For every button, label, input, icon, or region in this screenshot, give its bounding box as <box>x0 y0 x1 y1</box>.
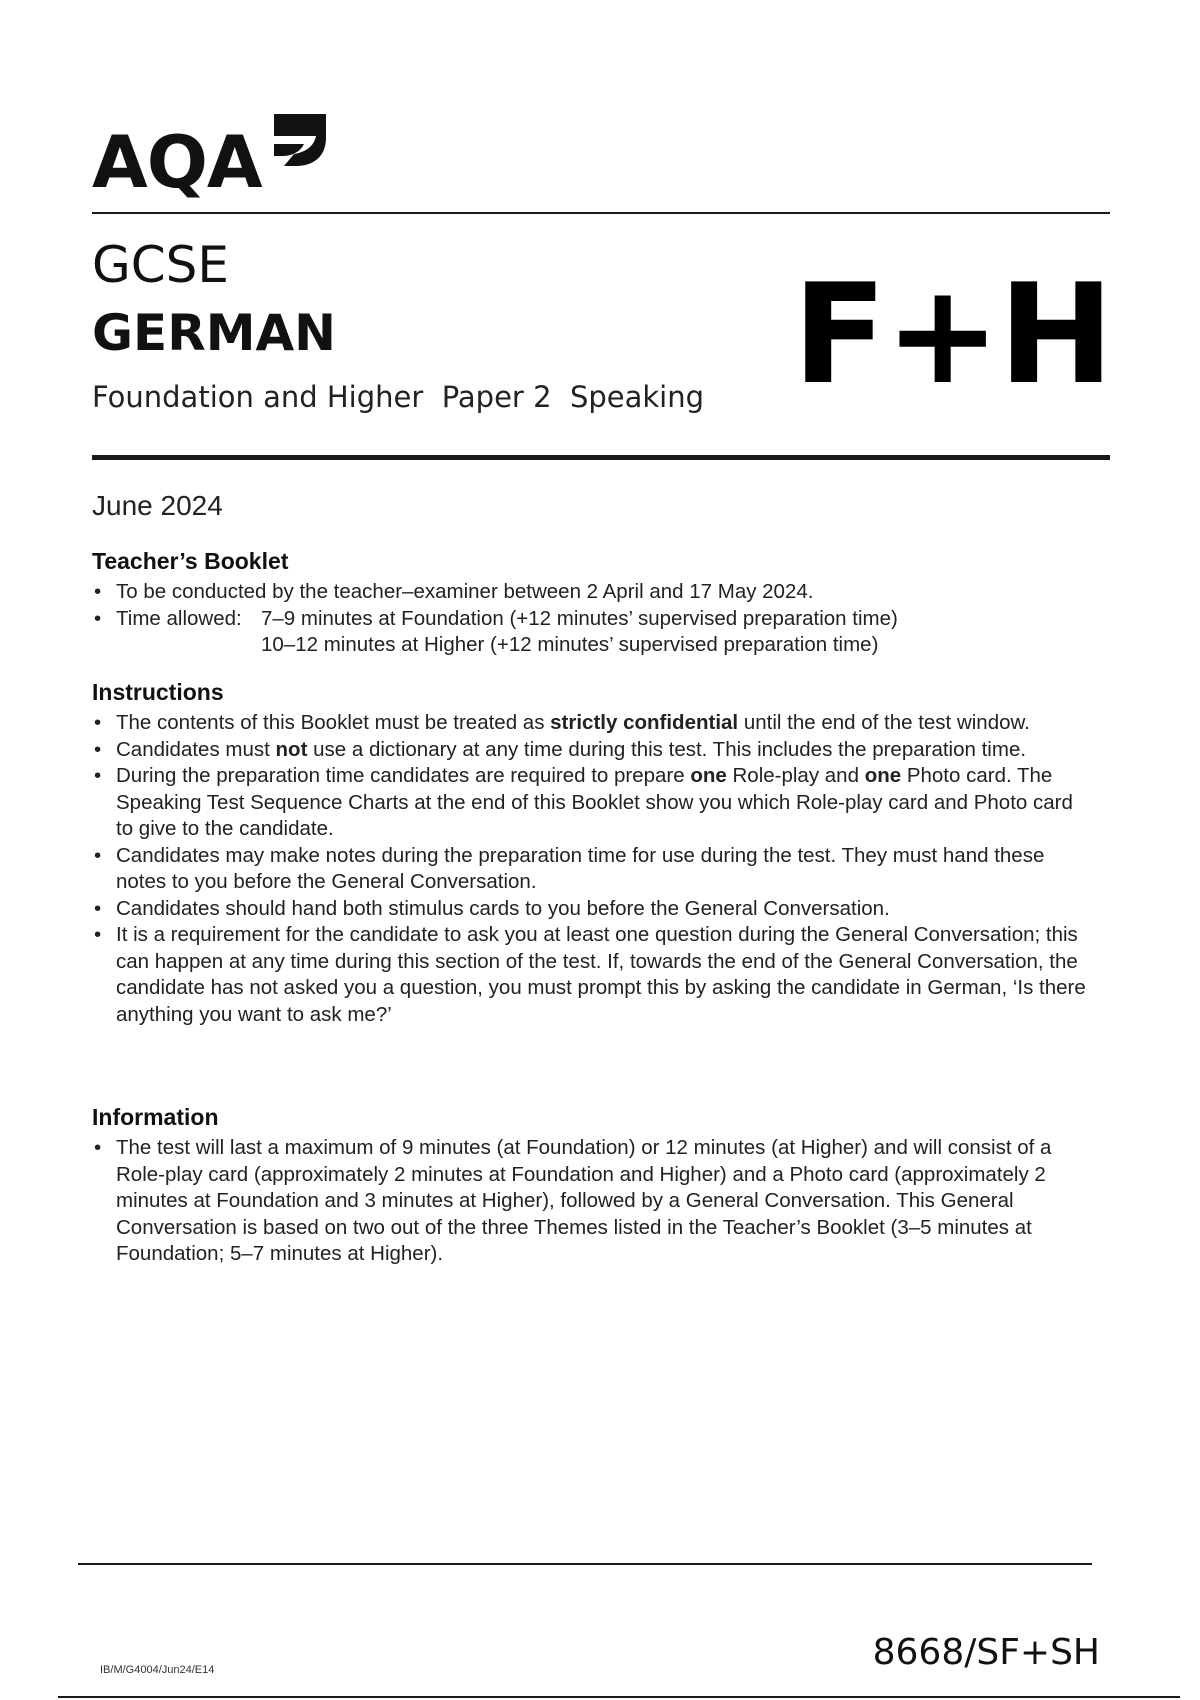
subject-title: GERMAN <box>92 304 336 362</box>
information-heading: Information <box>92 1104 219 1130</box>
logo-text: AQA <box>92 120 262 204</box>
information-list <box>92 1135 1092 1268</box>
list-item: • To be conducted by the teacher–examiner between 2 April and 17 May 2024. <box>92 579 1092 606</box>
top-rule <box>92 212 1110 214</box>
instructions-heading: Instructions <box>92 679 224 705</box>
list-item: • Candidates may make notes during the preparation time for use during the test. They must hand these notes to you before the General Conversation. <box>92 843 1092 896</box>
booklet-list <box>92 579 1092 659</box>
tier-label: F+H <box>792 254 1112 415</box>
paper-reference: IB/M/G4004/Jun24/E14 <box>100 1664 215 1676</box>
list-item: • It is a requirement for the candidate to ask you at least one question during the General Conversation; this can happen at any time during this section of the test. If, towards the end of the General Conversation, the candidate has not asked you a question, you must prompt this by asking the candidate in German, ‘Is there anything you want to ask me?’ <box>92 922 1092 1028</box>
aqa-leaf-icon <box>270 108 330 172</box>
time-allowed-label: • Time allowed: <box>116 606 242 630</box>
page-bottom-rule <box>58 1696 1180 1698</box>
list-item: • Candidates should hand both stimulus cards to you before the General Conversation. <box>92 896 1092 923</box>
time-higher: 10–12 minutes at Higher (+12 minutes’ supervised preparation time) <box>261 633 879 656</box>
aqa-logo <box>92 106 330 204</box>
time-foundation: 7–9 minutes at Foundation (+12 minutes’ supervised preparation time) <box>261 606 898 630</box>
list-item: • Candidates must not use a dictionary at any time during this test. This includes the preparation time. <box>92 737 1092 764</box>
qualification-title: GCSE <box>92 236 229 294</box>
booklet-heading: Teacher’s Booklet <box>92 548 289 574</box>
list-item <box>92 606 1092 659</box>
list-item: • The test will last a maximum of 9 minutes (at Foundation) or 12 minutes (at Higher) and will consist of a Role-play card (approximately 2 minutes at Foundation and Higher) and a Photo card (approximately 2 minutes at Foundation and 3 minutes at Higher), followed by a General Conversation. This General Conversation is based on two out of the three Themes listed in the Teacher’s Booklet (3–5 minutes at Foundation; 5–7 minutes at Higher). <box>92 1135 1092 1268</box>
instructions-list <box>92 710 1092 1028</box>
list-item: • The contents of this Booklet must be treated as strictly confidential until the end of the test window. <box>92 710 1092 737</box>
paper-code: 8668/SF+SH <box>872 1632 1100 1673</box>
paper-subtitle: Foundation and Higher Paper 2 Speaking <box>92 380 705 414</box>
bottom-rule <box>78 1563 1092 1565</box>
list-item: • During the preparation time candidates are required to prepare one Role-play and one Photo card. The Speaking Test Sequence Charts at the end of this Booklet show you which Role-play card and Photo card to give to the candidate. <box>92 763 1092 843</box>
booklet-section <box>92 548 1092 659</box>
exam-date: June 2024 <box>92 490 223 521</box>
instructions-section <box>92 679 1092 1028</box>
heavy-rule <box>92 455 1110 460</box>
information-section <box>92 1104 1092 1268</box>
